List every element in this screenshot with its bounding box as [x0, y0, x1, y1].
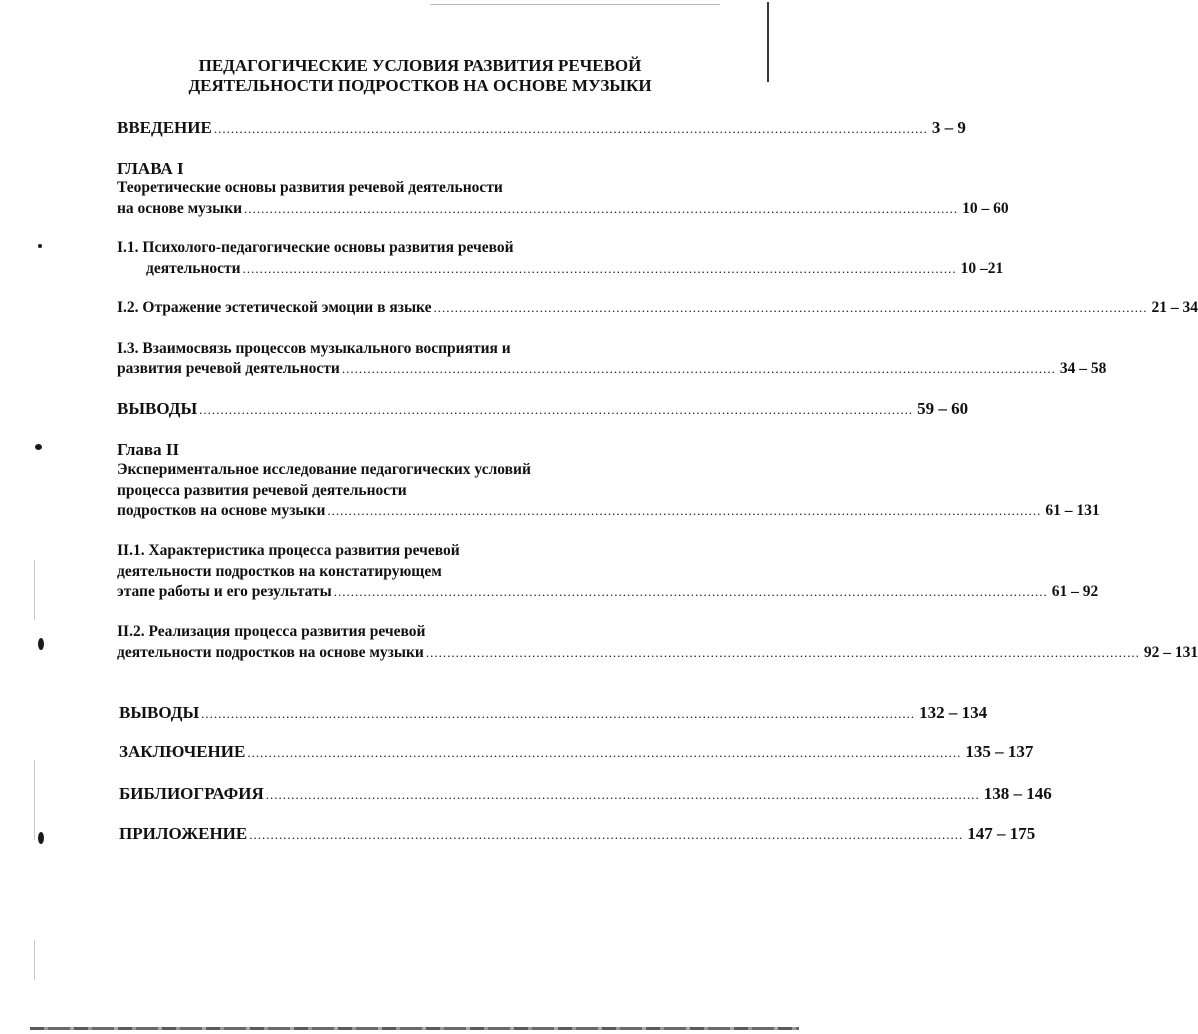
scan-artifact-right-edge — [767, 2, 769, 82]
scan-artifact-bottom-line — [30, 1027, 799, 1030]
toc-label: ВВЕДЕНИЕ — [117, 118, 212, 137]
chapter2-heading: Глава II — [117, 440, 180, 459]
section-2-1-title-line: II.1. Характеристика процесса развития речевой — [117, 542, 460, 559]
section-1-1-title-line: I.1. Психолого-педагогические основы развития речевой — [117, 239, 514, 256]
title-line: ПЕДАГОГИЧЕСКИЕ УСЛОВИЯ РАЗВИТИЯ РЕЧЕВОЙ — [198, 56, 642, 75]
toc-pages: 61 – 131 — [1045, 502, 1100, 519]
dot-leader: ........................................................................................................................................................................ — [244, 201, 959, 216]
dot-leader: ........................................................................................................................................................................ — [265, 787, 980, 802]
toc-pages: 59 – 60 — [917, 399, 969, 418]
title-line: ДЕЯТЕЛЬНОСТИ ПОДРОСТКОВ НА ОСНОВЕ МУЗЫКИ — [188, 76, 652, 95]
toc-label: деятельности — [146, 260, 241, 277]
toc-pages: 135 – 137 — [965, 742, 1034, 761]
dot-leader: ........................................................................................................................................................................ — [249, 827, 964, 842]
dot-leader: ........................................................................................................................................................................ — [242, 261, 957, 276]
chapter2-title-line: Экспериментальное исследование педагогических условий — [117, 461, 531, 478]
toc-label: развития речевой деятельности — [117, 360, 340, 377]
toc-label: подростков на основе музыки — [117, 502, 326, 519]
toc-entry-section-2-2[interactable] — [117, 643, 1198, 663]
toc-pages: 34 – 58 — [1059, 360, 1107, 377]
scan-speck — [38, 244, 42, 248]
toc-pages: 147 – 175 — [967, 824, 1036, 843]
toc-entry-intro[interactable] — [117, 118, 966, 138]
scan-artifact-top-line — [430, 4, 720, 5]
toc-label: этапе работы и его результаты — [117, 583, 332, 600]
toc-entry-conclusions-2[interactable] — [119, 703, 988, 723]
toc-label: ПРИЛОЖЕНИЕ — [119, 824, 248, 843]
scan-artifact-margin-line — [34, 760, 35, 840]
toc-pages: 61 – 92 — [1051, 583, 1099, 600]
toc-pages: 21 – 34 — [1151, 299, 1198, 316]
section-2-1-title-line: деятельности подростков на констатирующем — [117, 563, 442, 580]
toc-label: на основе музыки — [117, 200, 243, 217]
toc-label: I.2. Отражение эстетической эмоции в языке — [117, 299, 432, 316]
toc-label: деятельности подростков на основе музыки — [117, 644, 424, 661]
dot-leader: ........................................................................................................................................................................ — [333, 584, 1048, 599]
scan-artifact-margin-line — [34, 560, 35, 620]
toc-entry-section-1-1[interactable] — [146, 259, 1004, 279]
toc-pages: 138 – 146 — [983, 784, 1052, 803]
dot-leader: ........................................................................................................................................................................ — [247, 745, 962, 760]
dot-leader: ........................................................................................................................................................................ — [341, 361, 1056, 376]
toc-entry-conclusion[interactable] — [119, 742, 1034, 762]
toc-entry-section-1-3[interactable] — [117, 359, 1107, 379]
toc-entry-chapter1[interactable] — [117, 199, 1009, 219]
toc-label: ВЫВОДЫ — [117, 399, 198, 418]
chapter1-heading: ГЛАВА I — [117, 159, 184, 178]
toc-entry-section-2-1[interactable] — [117, 582, 1099, 602]
toc-label: ВЫВОДЫ — [119, 703, 200, 722]
toc-entry-chapter2[interactable] — [117, 501, 1100, 521]
toc-entry-appendix[interactable] — [119, 824, 1036, 844]
toc-pages: 10 – 60 — [962, 200, 1009, 217]
dot-leader: ........................................................................................................................................................................ — [327, 503, 1042, 518]
toc-entry-section-1-2[interactable] — [117, 298, 1198, 318]
dot-leader: ........................................................................................................................................................................ — [425, 645, 1140, 660]
scan-speck — [35, 444, 42, 450]
scan-speck — [38, 638, 44, 650]
document-title — [150, 56, 690, 96]
section-2-2-title-line: II.2. Реализация процесса развития речевой — [117, 623, 426, 640]
scan-speck — [38, 832, 44, 844]
dot-leader: ........................................................................................................................................................................ — [199, 402, 914, 417]
toc-pages: 92 – 131 — [1143, 644, 1198, 661]
scan-artifact-margin-line — [34, 940, 35, 980]
toc-entry-conclusions-1[interactable] — [117, 399, 969, 419]
toc-pages: 3 – 9 — [931, 118, 966, 137]
chapter1-title-line: Теоретические основы развития речевой деятельности — [117, 179, 503, 196]
dot-leader: ........................................................................................................................................................................ — [213, 121, 928, 136]
dot-leader: ........................................................................................................................................................................ — [433, 300, 1148, 315]
toc-label: БИБЛИОГРАФИЯ — [119, 784, 264, 803]
chapter2-title-line: процесса развития речевой деятельности — [117, 482, 407, 499]
dot-leader: ........................................................................................................................................................................ — [201, 706, 916, 721]
toc-pages: 10 –21 — [960, 260, 1004, 277]
toc-pages: 132 – 134 — [919, 703, 988, 722]
toc-entry-bibliography[interactable] — [119, 784, 1052, 804]
section-1-3-title-line: I.3. Взаимосвязь процессов музыкального восприятия и — [117, 340, 511, 357]
toc-label: ЗАКЛЮЧЕНИЕ — [119, 742, 246, 761]
